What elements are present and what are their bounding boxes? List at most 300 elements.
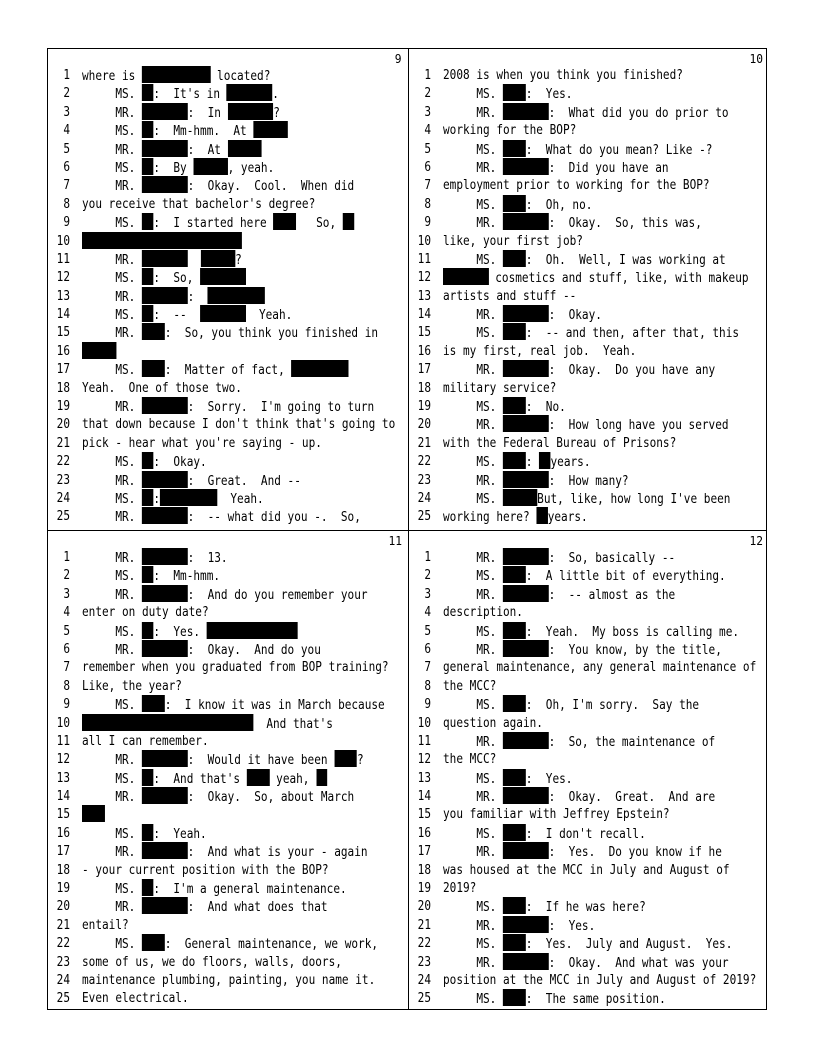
line-number: 21 [56,916,70,933]
transcript-page-12 [409,531,769,1012]
line-number: 24 [417,489,431,506]
transcript-line [48,397,408,415]
redaction-bar [503,489,537,506]
text-segment: : Yes. [525,86,573,103]
text-segment: MS. [82,697,142,714]
transcript-line [409,489,769,507]
redaction-bar [334,750,357,767]
text-segment: is my first, real job. Yeah. [443,342,637,359]
redaction-bar [142,323,165,340]
redaction-bar [142,452,153,469]
transcript-line [48,471,408,489]
redaction-bar [82,342,116,359]
text-segment: : Okay. [153,454,207,471]
transcript-line [48,232,408,250]
transcript-line [48,566,408,584]
line-text [443,879,476,897]
transcript-line [409,415,769,433]
line-number: 22 [56,935,70,952]
text-segment: : [153,490,161,507]
text-segment: : -- [153,307,201,324]
line-text [82,953,342,971]
redaction-bar [316,769,327,786]
redaction-bar [142,121,153,138]
redaction-bar [142,360,165,377]
line-text [443,66,683,84]
line-number: 21 [417,434,431,451]
line-number: 12 [417,269,431,286]
transcript-line [409,658,769,676]
line-number: 24 [56,489,70,506]
text-segment: MR. [82,178,142,195]
line-number: 11 [417,732,431,749]
line-text [82,879,347,898]
text-segment: : You know, by the title, [548,641,722,658]
transcript-line [48,879,408,897]
redaction-bar [503,842,549,859]
redaction-bar [503,140,526,157]
line-number: 8 [63,195,70,212]
transcript-line [48,732,408,750]
line-text [443,507,588,526]
redaction-bar [200,305,246,322]
text-segment: years. [550,454,591,471]
transcript-line [409,769,769,787]
redaction-bar [201,250,235,267]
transcript-line [48,548,408,566]
line-number: 7 [63,659,70,676]
redaction-bar [503,250,526,267]
text-segment: Yeah. [245,307,293,324]
redaction-bar [142,250,188,267]
text-segment: MR. [443,586,503,603]
transcript-line [409,916,769,934]
text-segment: Even electrical. [82,990,189,1007]
text-segment: MR. [443,307,503,324]
text-segment: where is [82,68,142,84]
line-number: 4 [424,604,431,621]
transcript-line [409,732,769,750]
text-segment: : I don't recall. [525,825,646,842]
line-text [82,66,270,85]
page-number: 9 [395,51,402,66]
line-number: 25 [417,508,431,525]
line-number: 11 [56,732,70,749]
transcript-line [409,714,769,732]
text-segment: : Yes. [525,770,573,787]
text-segment: MS. [443,325,503,342]
line-number: 12 [56,269,70,286]
line-text [443,452,591,471]
line-text [443,732,715,751]
line-number: 3 [63,103,70,120]
line-text [82,824,207,843]
line-number: 17 [417,843,431,860]
line-number: 16 [56,824,70,841]
line-number: 6 [63,158,70,175]
text-segment: : Yes. [153,623,207,640]
text-segment: MS. [443,251,503,268]
transcript-line [409,66,769,84]
redaction-bar [503,769,526,786]
redaction-bar [142,897,188,914]
transcript-line [48,897,408,915]
transcript-line [48,861,408,879]
page-number: 11 [388,533,402,548]
line-text [443,121,576,139]
text-segment: MS. [82,568,142,585]
line-number: 17 [56,843,70,860]
text-segment: MS. [82,770,142,787]
line-number: 12 [56,751,70,768]
line-text [443,695,699,714]
transcript-line [48,695,408,713]
text-segment: MR. [443,159,503,176]
transcript-line [409,195,769,213]
line-text [443,622,739,641]
transcript-line [409,934,769,952]
text-segment: like, your first job? [443,232,583,249]
text-segment: : Mm-hmm. At [153,123,254,140]
redaction-bar [503,103,549,120]
transcript-line [409,379,769,397]
line-number: 16 [417,342,431,359]
line-number: 20 [417,416,431,433]
text-segment: : How many? [548,472,629,489]
redaction-bar [142,548,188,565]
redaction-bar [142,84,153,101]
redaction-bar [253,121,287,138]
transcript-line [48,489,408,507]
text-segment: MR. [443,362,503,379]
line-number: 14 [417,788,431,805]
transcript-line [409,250,769,268]
line-number: 14 [56,788,70,805]
line-number: 5 [63,140,70,157]
line-text [443,360,715,379]
line-number: 9 [63,696,70,713]
redaction-bar [503,622,526,639]
redaction-bar [503,585,549,602]
line-text [443,971,756,989]
redaction-bar [247,769,270,786]
text-segment: that down because I don't think that's going to [82,416,396,433]
redaction-bar [193,158,227,175]
line-number: 19 [417,880,431,897]
line-number: 15 [417,806,431,823]
transcript-line [48,658,408,676]
text-segment: : Yes. July and August. Yes. [525,936,733,953]
redaction-bar [503,934,526,951]
line-number: 5 [424,140,431,157]
redaction-bar [503,824,526,841]
text-segment: MR. [82,472,142,489]
line-number: 25 [56,990,70,1007]
redaction-bar [142,879,153,896]
line-number: 18 [417,379,431,396]
line-text [82,603,209,621]
transcript-line [48,342,408,360]
transcript-line [409,158,769,176]
line-text [82,640,321,659]
text-segment: : So, the maintenance of [548,733,716,750]
redaction-bar [142,158,153,175]
line-number: 23 [56,471,70,488]
line-text [443,585,675,604]
transcript-line [48,195,408,213]
transcript-page-9 [48,49,408,530]
text-segment: : I'm a general maintenance. [153,881,347,898]
line-text [443,787,715,806]
text-segment: - your current position with the BOP? [82,861,329,878]
text-segment: So, [296,215,343,232]
transcript-line [48,287,408,305]
text-segment: with the Federal Bureau of Prisons? [443,434,677,451]
line-text [443,250,726,269]
line-number: 15 [56,806,70,823]
text-segment: : How long have you served [548,417,729,434]
text-segment: : By [153,159,194,176]
text-segment: MS. [82,86,142,103]
transcript-line [48,507,408,525]
text-segment: MR. [443,641,503,658]
text-segment: : What do you mean? Like -? [525,141,713,158]
transcript-line [409,452,769,470]
line-number: 13 [56,287,70,304]
line-number: 18 [417,861,431,878]
line-text [82,787,354,806]
transcript-line [48,640,408,658]
line-text [443,232,583,250]
redaction-bar [503,953,549,970]
transcript-line [48,360,408,378]
line-number: 20 [56,416,70,433]
text-segment: : At [187,141,228,158]
text-segment: artists and stuff -- [443,287,577,304]
line-number: 4 [424,122,431,139]
text-segment: all I can remember. [82,732,209,749]
line-text [82,677,182,695]
line-number: 9 [63,214,70,231]
line-text [443,434,676,452]
redaction-bar [503,787,549,804]
line-number: 14 [56,306,70,323]
line-text [443,379,556,397]
line-text [443,640,722,659]
line-text [82,250,242,269]
text-segment: 2019? [443,880,477,897]
text-segment: MS. [82,123,142,140]
line-text [443,603,523,621]
text-segment: : Oh, I'm sorry. Say the [525,697,700,714]
line-number: 8 [63,677,70,694]
text-segment: : Okay. And do you [187,641,321,658]
redaction-bar [82,805,105,822]
transcript-line [48,250,408,268]
text-segment: MS. [443,141,503,158]
text-segment: : And what is your - again [187,844,368,861]
transcript-line [48,452,408,470]
text-segment: : Okay. Great. And are [548,789,716,806]
transcript-line [409,397,769,415]
text-segment: : I started here [153,215,274,232]
transcript-line [409,305,769,323]
text-segment: MR. [82,586,142,603]
text-segment: ? [273,104,280,121]
text-segment: MR. [82,844,142,861]
line-number: 22 [417,453,431,470]
line-number: 2 [63,85,70,102]
redaction-bar [503,548,549,565]
redaction-bar [142,471,188,488]
line-number: 2 [63,567,70,584]
transcript-line [48,176,408,194]
transcript-line [409,140,769,158]
text-segment: MR. [82,899,142,916]
line-text [82,305,292,324]
transcript-line [48,603,408,621]
text-segment: : A little bit of everything. [525,568,726,585]
line-number: 11 [56,250,70,267]
line-text [82,360,348,379]
text-segment: entail? [82,916,129,933]
line-text [82,84,279,103]
line-text [443,305,602,324]
text-segment: : -- what did you -. So, [187,509,361,526]
transcript-line [409,360,769,378]
line-text [443,158,669,177]
text-segment: located? [210,68,271,84]
redaction-bar [160,489,217,506]
line-text [82,622,298,641]
line-number: 9 [424,696,431,713]
line-text [443,842,722,861]
line-number: 13 [417,769,431,786]
text-segment: : So, you think you finished in [164,325,379,342]
line-text [82,213,354,232]
line-number: 1 [63,67,70,83]
transcript-line [409,842,769,860]
line-number: 20 [56,898,70,915]
line-number: 1 [424,67,431,83]
redaction-bar [142,566,153,583]
redaction-bar [503,213,549,230]
line-number: 25 [56,508,70,525]
text-segment: ? [357,752,364,769]
line-text [82,452,207,471]
text-segment: the MCC? [443,677,497,694]
text-segment: MS. [82,215,142,232]
line-number: 19 [417,398,431,415]
transcript-sheet [47,48,767,1010]
transcript-line [48,268,408,286]
text-segment: : Okay. [548,307,602,324]
text-segment: MS. [443,454,503,471]
text-segment: : Sorry. I'm going to turn [187,399,375,416]
line-number: 4 [63,122,70,139]
line-text [82,434,322,452]
line-number: 6 [424,640,431,657]
line-text [443,84,572,103]
transcript-line [48,103,408,121]
transcript-line [409,103,769,121]
text-segment: MR. [443,104,503,121]
text-segment: MR. [82,141,142,158]
text-segment: MR. [443,917,503,934]
text-segment: ? [235,251,242,268]
text-segment: , yeah. [227,159,275,176]
redaction-bar [503,916,549,933]
redaction-bar [503,397,526,414]
text-segment: MS. [443,490,503,507]
line-text [443,103,729,122]
text-segment: : Great. And -- [187,472,301,489]
text-segment: MR. [82,251,142,268]
line-text [82,916,129,934]
text-segment: description. [443,604,523,621]
line-text [82,658,389,676]
text-segment: MS. [443,623,503,640]
line-text [443,489,730,508]
transcript-line [409,861,769,879]
line-number: 4 [63,604,70,621]
redaction-bar [503,195,526,212]
transcript-line [48,916,408,934]
text-segment: : Okay. So, about March [187,789,355,806]
line-text [82,548,228,567]
text-segment: Like, the year? [82,677,182,694]
text-segment: position at the MCC in July and August of 2019? [443,971,757,988]
text-segment: Yeah. One of those two. [82,379,242,396]
transcript-line [409,603,769,621]
text-segment: MR. [82,641,142,658]
line-text [82,769,328,788]
line-text [82,287,265,306]
text-segment: MS. [443,568,503,585]
line-text [443,750,496,768]
line-text [443,548,675,567]
line-number: 21 [56,434,70,451]
redaction-bar [142,750,188,767]
text-segment: MR. [443,215,503,232]
text-segment: : Would it have been [187,752,335,769]
line-number: 5 [63,622,70,639]
transcript-line [48,842,408,860]
transcript-line [48,750,408,768]
text-segment: : Oh, no. [525,196,593,213]
text-segment: : [525,454,540,471]
line-text [443,566,726,585]
text-segment: : General maintenance, we work, [164,936,379,953]
line-text [82,805,105,824]
redaction-bar [142,824,153,841]
text-segment: you familiar with Jeffrey Epstein? [443,806,670,823]
redaction-bar [82,232,242,249]
text-segment: MR. [82,399,142,416]
redaction-bar [142,934,165,951]
line-text [443,195,592,214]
text-segment: : 13. [187,550,228,566]
transcript-line [48,787,408,805]
redaction-bar [503,158,549,175]
text-segment: : Yes. Do you know if he [548,844,722,861]
text-segment: : Yeah. [153,825,207,842]
line-text [82,397,374,416]
line-text [443,397,566,416]
redaction-bar [142,140,188,157]
transcript-line [48,714,408,732]
line-number: 23 [56,953,70,970]
